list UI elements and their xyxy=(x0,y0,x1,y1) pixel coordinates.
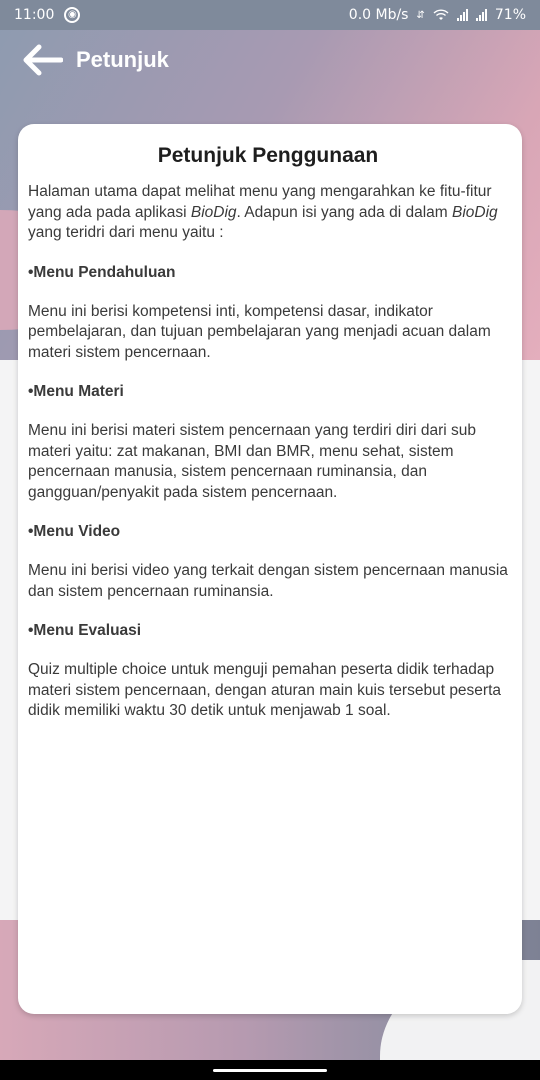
status-bar xyxy=(0,0,540,30)
battery-level: 71% xyxy=(494,7,526,23)
back-button[interactable] xyxy=(20,38,64,82)
signal-icon-sim2 xyxy=(476,9,487,21)
section-heading-pendahuluan: •Menu Pendahuluan xyxy=(28,263,176,281)
intro-text-2: . Adapun isi yang ada di dalam xyxy=(236,203,452,221)
home-gesture-handle[interactable] xyxy=(213,1069,327,1072)
data-arrows-icon: ⇵ xyxy=(416,9,425,21)
section-text-materi: Menu ini berisi materi sistem pencernaan yang terdiri diri dari sub materi yaitu: zat makanan, BMI dan BMR, menu sehat, sistem pencernaan manusia, sistem pencernaan ruminansia, dan gangguan/penyakit pada sistem pencernaan. xyxy=(28,422,476,501)
notification-app-icon: ◉ xyxy=(64,7,80,23)
app-bar xyxy=(0,30,540,90)
intro-paragraph xyxy=(28,182,508,244)
card-title: Petunjuk Penggunaan xyxy=(157,144,379,167)
system-nav-bar xyxy=(0,1060,540,1080)
section-text-pendahuluan: Menu ini berisi kompetensi inti, kompetensi dasar, indikator pembelajaran, dan tujuan pembelajaran yang menjadi acuan dalam materi sistem pencernaan. xyxy=(28,302,491,361)
signal-icon-sim1 xyxy=(457,9,468,21)
arrow-left-icon xyxy=(21,44,63,76)
section-heading-video: •Menu Video xyxy=(28,523,121,540)
section-text-evaluasi: Quiz multiple choice untuk menguji pemahan peserta didik terhadap materi sistem pencernaan, dengan aturan main kuis tersebut peserta didik memiliki waktu 30 detik untuk menjawab 1 soal. xyxy=(28,661,502,719)
status-right-group xyxy=(349,7,526,23)
network-speed: 0.0 Mb/s xyxy=(348,7,409,23)
intro-text-1: Halaman utama dapat melihat menu yang mengarahkan ke fitu-fitur yang ada pada aplikasi xyxy=(28,183,492,221)
section-text-video: Menu ini berisi video yang terkait dengan sistem pencernaan manusia dan sistem pencernaan ruminansia. xyxy=(28,562,508,600)
intro-text-3: yang teridri dari menu yaitu : xyxy=(28,224,224,241)
instructions-card xyxy=(18,124,522,1014)
wifi-icon xyxy=(433,9,449,21)
section-heading-materi: •Menu Materi xyxy=(28,383,124,400)
page-title: Petunjuk xyxy=(76,47,169,72)
status-time: 11:00 xyxy=(14,7,55,23)
app-name-2: BioDig xyxy=(451,203,498,221)
app-name-1: BioDig xyxy=(190,203,237,221)
section-heading-evaluasi: •Menu Evaluasi xyxy=(28,622,142,639)
